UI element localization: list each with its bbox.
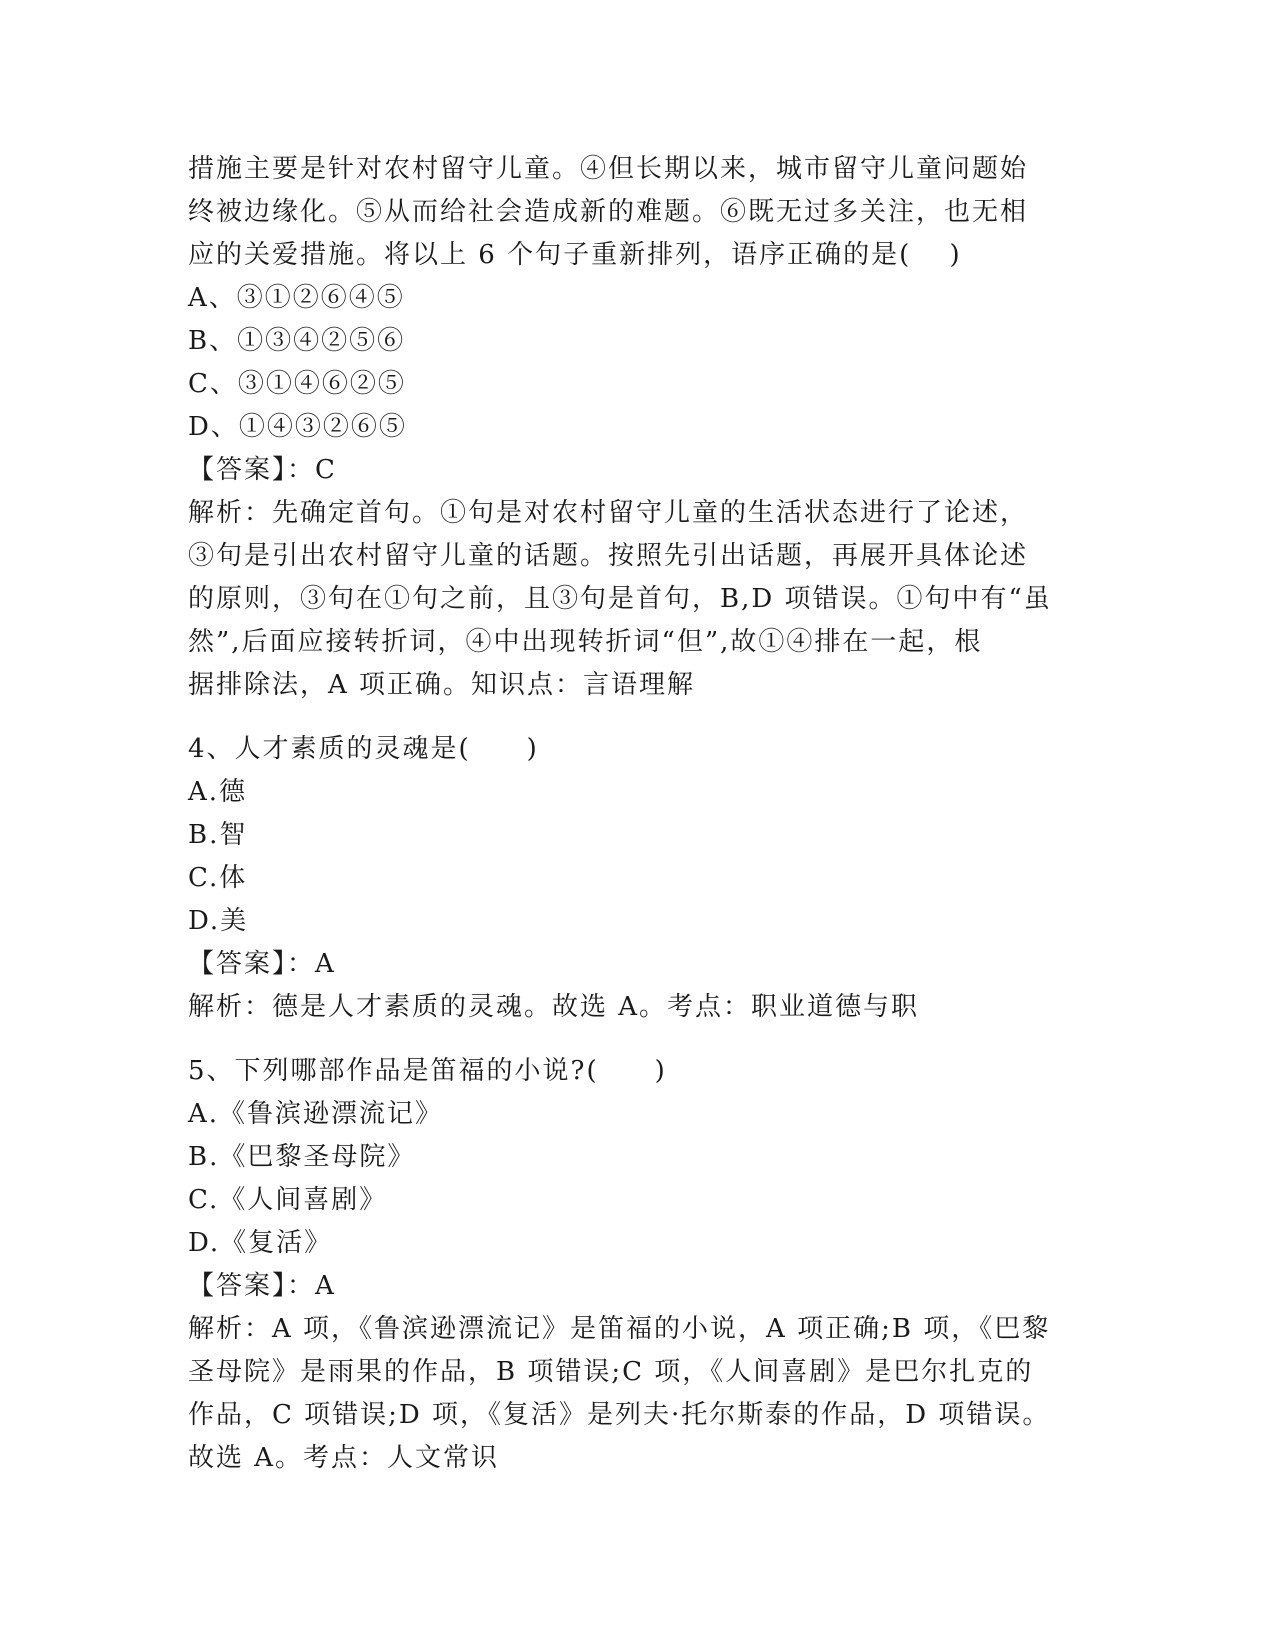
section-gap: [188, 1029, 1088, 1050]
option-c: C.体: [188, 863, 248, 893]
answer-line: 【答案】：A: [188, 1271, 336, 1301]
analysis-line: 解析：德是人才素质的灵魂。故选 A。考点：职业道德与职: [188, 992, 920, 1022]
section-gap: [188, 707, 1088, 728]
option-a: A.德: [188, 777, 248, 807]
option-b: B.《巴黎圣母院》: [188, 1142, 416, 1172]
question-stem-line: 终被边缘化。⑤从而给社会造成新的难题。⑥既无过多关注，也无相: [188, 197, 1029, 227]
option-d: D.《复活》: [188, 1228, 333, 1258]
question-stem: 4、人才素质的灵魂是( ): [188, 734, 539, 764]
option-c: C.《人间喜剧》: [188, 1185, 388, 1215]
question-stem-line: 应的关爱措施。将以上 6 个句子重新排列，语序正确的是( ): [188, 240, 962, 270]
answer-line: 【答案】：C: [188, 455, 337, 485]
option-a: A、③①②⑥④⑤: [188, 283, 405, 313]
analysis-line: 的原则，③句在①句之前，且③句是首句，B,D 项错误。①句中有“虽: [188, 584, 1052, 614]
analysis-line: 然”,后面应接转折词，④中出现转折词“但”,故①④排在一起，根: [188, 627, 983, 657]
option-c: C、③①④⑥②⑤: [188, 369, 406, 399]
analysis-line: 解析：A 项，《鲁滨逊漂流记》是笛福的小说，A 项正确;B 项，《巴黎: [188, 1314, 1051, 1344]
option-d: D.美: [188, 906, 249, 936]
question-stem-line: 措施主要是针对农村留守儿童。④但长期以来，城市留守儿童问题始: [188, 154, 1029, 184]
analysis-line: ③句是引出农村留守儿童的话题。按照先引出话题，再展开具体论述: [188, 541, 1029, 571]
analysis-line: 作品，C 项错误;D 项，《复活》是列夫·托尔斯泰的作品，D 项错误。: [188, 1400, 1051, 1430]
option-a: A.《鲁滨逊漂流记》: [188, 1099, 444, 1129]
analysis-line: 故选 A。考点：人文常识: [188, 1443, 500, 1473]
analysis-line: 解析：先确定首句。①句是对农村留守儿童的生活状态进行了论述，: [188, 498, 1029, 528]
option-d: D、①④③②⑥⑤: [188, 412, 407, 442]
answer-line: 【答案】：A: [188, 949, 336, 979]
question-stem: 5、下列哪部作品是笛福的小说?( ): [188, 1056, 667, 1086]
question-4: [188, 728, 1088, 1029]
document-page: [188, 148, 1088, 1480]
question-5: [188, 1050, 1088, 1480]
option-b: B.智: [188, 820, 248, 850]
option-b: B、①③④②⑤⑥: [188, 326, 406, 356]
question-3: [188, 148, 1088, 707]
analysis-line: 圣母院》是雨果的作品，B 项错误;C 项，《人间喜剧》是巴尔扎克的: [188, 1357, 1034, 1387]
analysis-line: 据排除法，A 项正确。知识点：言语理解: [188, 670, 696, 700]
